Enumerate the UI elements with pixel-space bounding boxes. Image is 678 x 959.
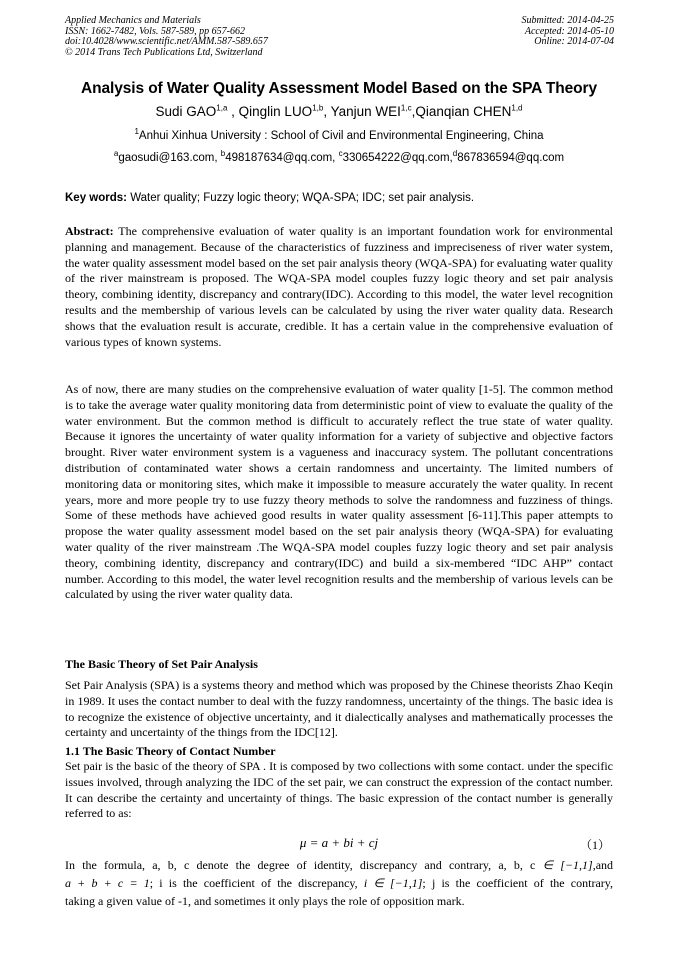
author-affil-mark: 1,b	[312, 103, 324, 113]
affiliation-mark: 1	[134, 127, 139, 137]
journal-header-left	[65, 16, 268, 58]
journal-doi: doi:10.4028/www.scientific.net/AMM.587-589.657	[65, 36, 268, 47]
abstract-label: Abstract:	[65, 224, 114, 238]
abstract-text: The comprehensive evaluation of water quality is an important foundation work for environmental planning and management. Because of the characteristics of fuzziness and impreciseness of river water system, the water quality assessment model based on the set pair analysis theory (WQA-SPA) for evaluating water quality of the river mainstream is proposed. The WQA-SPA model couples fuzzy logic theory and set pair analysis theory, combining identity, discrepancy and contrary(IDC). According to this model, the water level recognition results and the membership of various levels can be calculated by using the river water quality data. Research shows that the evaluation result is accurate, credible. It has a certain value in the comprehensive evaluation of various types of known systems.	[65, 224, 613, 349]
journal-copyright: © 2014 Trans Tech Publications Ltd, Switzerland	[65, 46, 263, 58]
author-affil-mark: 1,c	[400, 103, 412, 113]
email-address: gaosudi@163.com,	[118, 152, 221, 164]
introduction-paragraph: As of now, there are many studies on the comprehensive evaluation of water quality [1-5]. The common method is to take the average water quality monitoring data from deterministic point of view to evaluate the quality of the water environment. But the common method is difficult to accurately reflect the true state of water quality. Because it ignores the uncertainty of water quality information for a variety of subjective and objective factors brought. River water environment system is a vagueness and inaccuracy system. The pollutant concentrations distribution of contaminated water shows a certain randomness and uncertainty. The limited numbers of monitoring data or monitoring sites, which make it impossible to measure accurately the water quality. In recent years, more and more people try to use fuzzy theory methods to solve the randomness and fuzziness of things. Some of these methods have achieved good results in water quality assessment [6-11].This paper attempts to propose the water quality assessment model based on the set pair analysis theory (WQA-SPA) for evaluating water quality of the river mainstream .The WQA-SPA model couples fuzzy logic theory and set pair analysis theory, combining identity, discrepancy and contrary(IDC) and build a six-membered “IDC AHP” contact number. According to this model, the water level recognition results and the membership of various levels can be calculated by using the river water quality data.	[65, 382, 613, 602]
journal-name: Applied Mechanics and Materials	[65, 15, 201, 26]
author-name: Sudi GAO	[155, 104, 217, 119]
text-run: ; i is the coefficient of the discrepancy,	[149, 876, 364, 890]
text-line: taking a given value of -1, and sometimes it only plays the role of opposition mark.	[65, 894, 465, 908]
accepted-date: Accepted: 2014-05-10	[524, 25, 614, 37]
paper-title: Analysis of Water Quality Assessment Model Based on the SPA Theory	[81, 80, 597, 97]
inline-math: i ∈ [−1,1]	[363, 876, 423, 890]
affiliation	[0, 127, 678, 142]
inline-math: a + b + c = 1	[65, 876, 150, 890]
keywords	[65, 192, 613, 204]
section-heading: The Basic Theory of Set Pair Analysis	[65, 657, 258, 671]
text-run: In the formula, a, b, c denote the degree of identity, discrepancy and contrary, a, b, c	[65, 858, 543, 872]
author-name: Yanjun WEI	[330, 104, 401, 119]
keywords-text: Water quality; Fuzzy logic theory; WQA-SPA; IDC; set pair analysis.	[127, 192, 475, 204]
equation: μ = a + bi + cj	[299, 835, 379, 850]
author-separator: ,	[323, 104, 331, 119]
section-paragraph: Set Pair Analysis (SPA) is a systems theory and method which was proposed by the Chinese theorists Zhao Keqin in 1989. It uses the contact number to deal with the fuzzy randomness, uncertainty of the things. The basic idea is to recognize the existence of objective uncertainty, and it dialectically analyses and mathematically processes the certainty and uncertainty of the things from the IDC[12].	[65, 678, 613, 740]
author-affil-mark: 1,d	[511, 103, 523, 113]
submitted-date: Submitted: 2014-04-25	[521, 15, 614, 26]
text-line	[65, 856, 613, 874]
text-run: ; j is the coefficient of the contrary,	[422, 876, 613, 890]
author-affil-mark: 1,a	[216, 103, 228, 113]
email-address: 498187634@qq.com,	[225, 152, 339, 164]
email-mark: a	[113, 149, 119, 159]
equation-number: （1）	[579, 838, 610, 852]
text-line	[65, 874, 613, 892]
journal-issn: ISSN: 1662-7482, Vols. 587-589, pp 657-662	[65, 25, 245, 37]
email-address: 330654222@qq.com,	[342, 152, 453, 164]
inline-math: ∈ [−1,1]	[542, 858, 593, 872]
email-mark: d	[452, 149, 458, 159]
email-address: 867836594@qq.com	[457, 152, 565, 164]
subsection-heading: 1.1 The Basic Theory of Contact Number	[65, 744, 276, 758]
online-date: Online: 2014-07-04	[534, 36, 614, 47]
text-run: ,and	[592, 858, 614, 872]
author-emails	[0, 149, 678, 164]
author-name: Qinglin LUO	[238, 104, 313, 119]
email-mark: c	[338, 149, 343, 159]
author-separator: ,	[227, 104, 239, 119]
subsection-paragraph: Set pair is the basic of the theory of SPA . It is composed by two collections with some contact. under the specific issues involved, through analyzing the IDC of the set pair, we can construct the expression of the contact number. It can describe the certainty and uncertainty of things. The basic expression of the contact number is generally referred to as:	[65, 759, 613, 821]
affiliation-text: Anhui Xinhua University : School of Civil and Environmental Engineering, China	[138, 130, 544, 142]
author-separator: ,	[411, 104, 416, 119]
formula-description	[65, 856, 613, 910]
email-mark: b	[220, 149, 226, 159]
abstract	[65, 224, 613, 350]
author-name: Qianqian CHEN	[415, 104, 512, 119]
keywords-label: Key words:	[65, 192, 127, 204]
author-list	[0, 104, 678, 119]
journal-header-right	[522, 16, 615, 48]
